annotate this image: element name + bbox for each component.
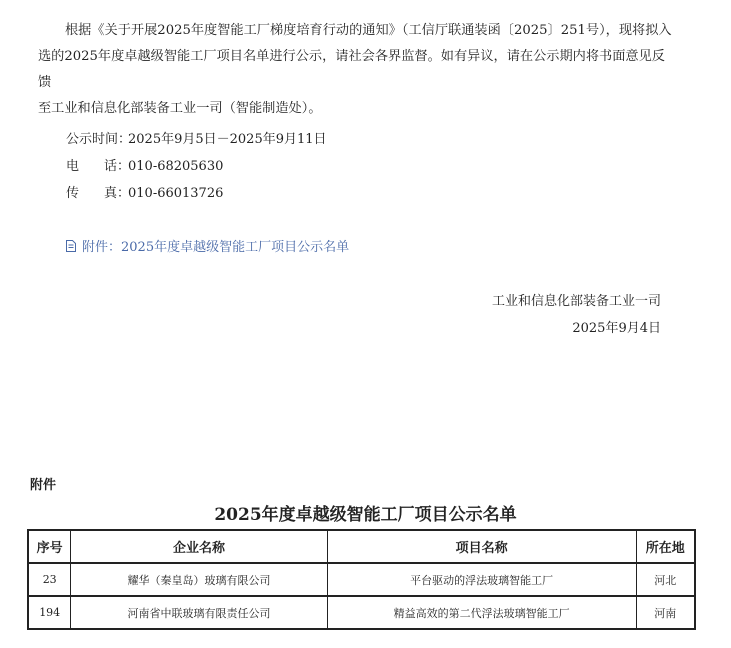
notice-line-3: 至工业和信息化部装备工业一司（智能制造处）。 [38,101,322,116]
publicity-period [66,128,327,147]
cell-location: 河南 [636,596,695,629]
fax-row [66,182,223,201]
table-header-row [28,530,695,563]
cell-project: 平台驱动的浮法玻璃智能工厂 [327,563,636,596]
issue-date: 2025年9月4日 [572,321,661,336]
attachment-label: 附件：2025年度卓越级智能工厂项目公示名单 [82,240,350,255]
cell-no: 194 [28,596,71,629]
attachment-link[interactable] [66,236,349,255]
fax-label: 传 真： [66,186,131,201]
col-header-no: 序号 [28,530,71,563]
phone-label: 电 话： [66,159,131,174]
notice-line-1: 根据《关于开展2025年度智能工厂梯度培育行动的通知》（工信厅联通装函〔2025〕251号），现将拟入 [65,23,672,38]
col-header-company: 企业名称 [71,530,327,563]
project-table [27,529,696,630]
col-header-location: 所在地 [636,530,695,563]
annex-tag: 附件 [30,478,57,493]
notice-line-2: 选的2025年度卓越级智能工厂项目名单进行公示，请社会各界监督。如有异议，请在公示期内将书面意见反馈 [38,49,665,90]
cell-company: 耀华（秦皇岛）玻璃有限公司 [71,563,327,596]
fax-value: 010-66013726 [128,186,224,201]
table-row [28,596,695,629]
cell-location: 河北 [636,563,695,596]
publicity-period-value: 2025年9月5日－2025年9月11日 [128,132,327,147]
document-icon [66,240,76,252]
cell-company: 河南省中联玻璃有限责任公司 [71,596,327,629]
annex-title: 2025年度卓越级智能工厂项目公示名单 [214,505,517,525]
table-row [28,563,695,596]
notice-paragraph [38,18,678,122]
phone-value: 010-68205630 [128,159,224,174]
publicity-period-label: 公示时间： [66,132,132,147]
cell-no: 23 [28,563,71,596]
phone-row [66,155,223,174]
col-header-project: 项目名称 [327,530,636,563]
cell-project: 精益高效的第二代浮法玻璃智能工厂 [327,596,636,629]
issuer-org: 工业和信息化部装备工业一司 [491,294,661,309]
